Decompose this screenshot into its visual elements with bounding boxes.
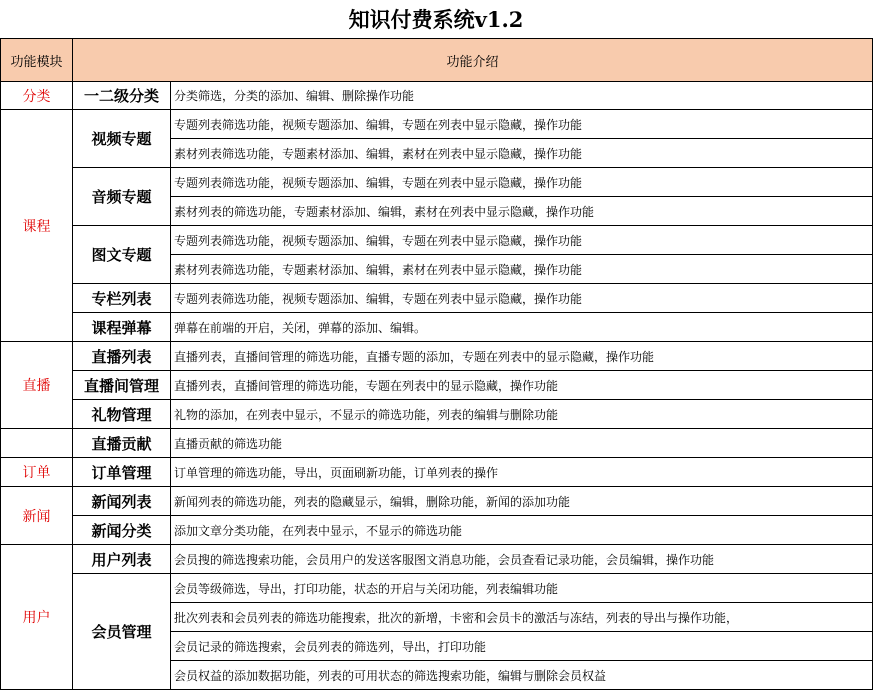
description-cell[interactable]: 礼物的添加，在列表中显示，不显示的筛选功能，列表的编辑与删除功能 [171,400,873,429]
table-row [1,458,873,487]
description-cell[interactable]: 素材列表筛选功能，专题素材添加、编辑，素材在列表中显示隐藏，操作功能 [171,139,873,168]
table-row [1,82,873,110]
description-cell[interactable]: 素材列表的筛选功能，专题素材添加、编辑，素材在列表中显示隐藏，操作功能 [171,197,873,226]
header-intro[interactable]: 功能介绍 [73,39,873,82]
module-cell[interactable] [1,429,73,458]
description-cell[interactable]: 会员搜的筛选搜索功能，会员用户的发送客服图文消息功能，会员查看记录功能，会员编辑，操作功能 [171,545,873,574]
table-row [1,226,873,255]
description-cell[interactable]: 专题列表筛选功能，视频专题添加、编辑，专题在列表中显示隐藏，操作功能 [171,168,873,197]
description-cell[interactable]: 弹幕在前端的开启，关闭，弹幕的添加、编辑。 [171,313,873,342]
submodule-cell[interactable]: 直播间管理 [73,371,171,400]
description-cell[interactable]: 会员权益的添加数据功能，列表的可用状态的筛选搜索功能，编辑与删除会员权益 [171,661,873,690]
description-cell[interactable]: 分类筛选，分类的添加、编辑、删除操作功能 [171,82,873,110]
description-cell[interactable]: 会员等级筛选，导出，打印功能，状态的开启与关闭功能，列表编辑功能 [171,574,873,603]
module-cell[interactable]: 新闻 [1,487,73,545]
description-cell[interactable]: 批次列表和会员列表的筛选功能搜索，批次的新增，卡密和会员卡的激活与冻结，列表的导出与操作功能， [171,603,873,632]
submodule-cell[interactable]: 新闻列表 [73,487,171,516]
description-cell[interactable]: 添加文章分类功能，在列表中显示，不显示的筛选功能 [171,516,873,545]
submodule-cell[interactable]: 图文专题 [73,226,171,284]
table-row [1,110,873,139]
submodule-cell[interactable]: 直播贡献 [73,429,171,458]
module-cell[interactable]: 订单 [1,458,73,487]
table-row [1,574,873,603]
module-cell[interactable]: 用户 [1,545,73,690]
description-cell[interactable]: 直播列表，直播间管理的筛选功能，直播专题的添加，专题在列表中的显示隐藏，操作功能 [171,342,873,371]
description-cell[interactable]: 直播贡献的筛选功能 [171,429,873,458]
description-cell[interactable]: 新闻列表的筛选功能，列表的隐藏显示，编辑，删除功能，新闻的添加功能 [171,487,873,516]
table-row [1,400,873,429]
submodule-cell[interactable]: 音频专题 [73,168,171,226]
submodule-cell[interactable]: 课程弹幕 [73,313,171,342]
submodule-cell[interactable]: 礼物管理 [73,400,171,429]
table-row [1,313,873,342]
submodule-cell[interactable]: 专栏列表 [73,284,171,313]
description-cell[interactable]: 会员记录的筛选搜索，会员列表的筛选列，导出，打印功能 [171,632,873,661]
module-cell[interactable]: 直播 [1,342,73,429]
description-cell[interactable]: 专题列表筛选功能，视频专题添加、编辑，专题在列表中显示隐藏，操作功能 [171,226,873,255]
table-row [1,429,873,458]
description-cell[interactable]: 素材列表筛选功能，专题素材添加、编辑，素材在列表中显示隐藏，操作功能 [171,255,873,284]
module-cell[interactable]: 分类 [1,82,73,110]
header-module[interactable]: 功能模块 [1,39,73,82]
table-row [1,371,873,400]
description-cell[interactable]: 直播列表，直播间管理的筛选功能，专题在列表中的显示隐藏，操作功能 [171,371,873,400]
submodule-cell[interactable]: 一二级分类 [73,82,171,110]
sheet-title: 知识付费系统v1.2 [0,0,872,39]
table-row [1,545,873,574]
module-cell[interactable]: 课程 [1,110,73,342]
description-cell[interactable]: 专题列表筛选功能，视频专题添加、编辑，专题在列表中显示隐藏，操作功能 [171,284,873,313]
submodule-cell[interactable]: 视频专题 [73,110,171,168]
table-row [1,516,873,545]
table-row [1,284,873,313]
submodule-cell[interactable]: 订单管理 [73,458,171,487]
submodule-cell[interactable]: 用户列表 [73,545,171,574]
submodule-cell[interactable]: 新闻分类 [73,516,171,545]
description-cell[interactable]: 订单管理的筛选功能，导出，页面刷新功能，订单列表的操作 [171,458,873,487]
feature-table [0,38,873,690]
table-row [1,342,873,371]
table-row [1,168,873,197]
table-row [1,487,873,516]
description-cell[interactable]: 专题列表筛选功能，视频专题添加、编辑，专题在列表中显示隐藏，操作功能 [171,110,873,139]
submodule-cell[interactable]: 会员管理 [73,574,171,690]
submodule-cell[interactable]: 直播列表 [73,342,171,371]
